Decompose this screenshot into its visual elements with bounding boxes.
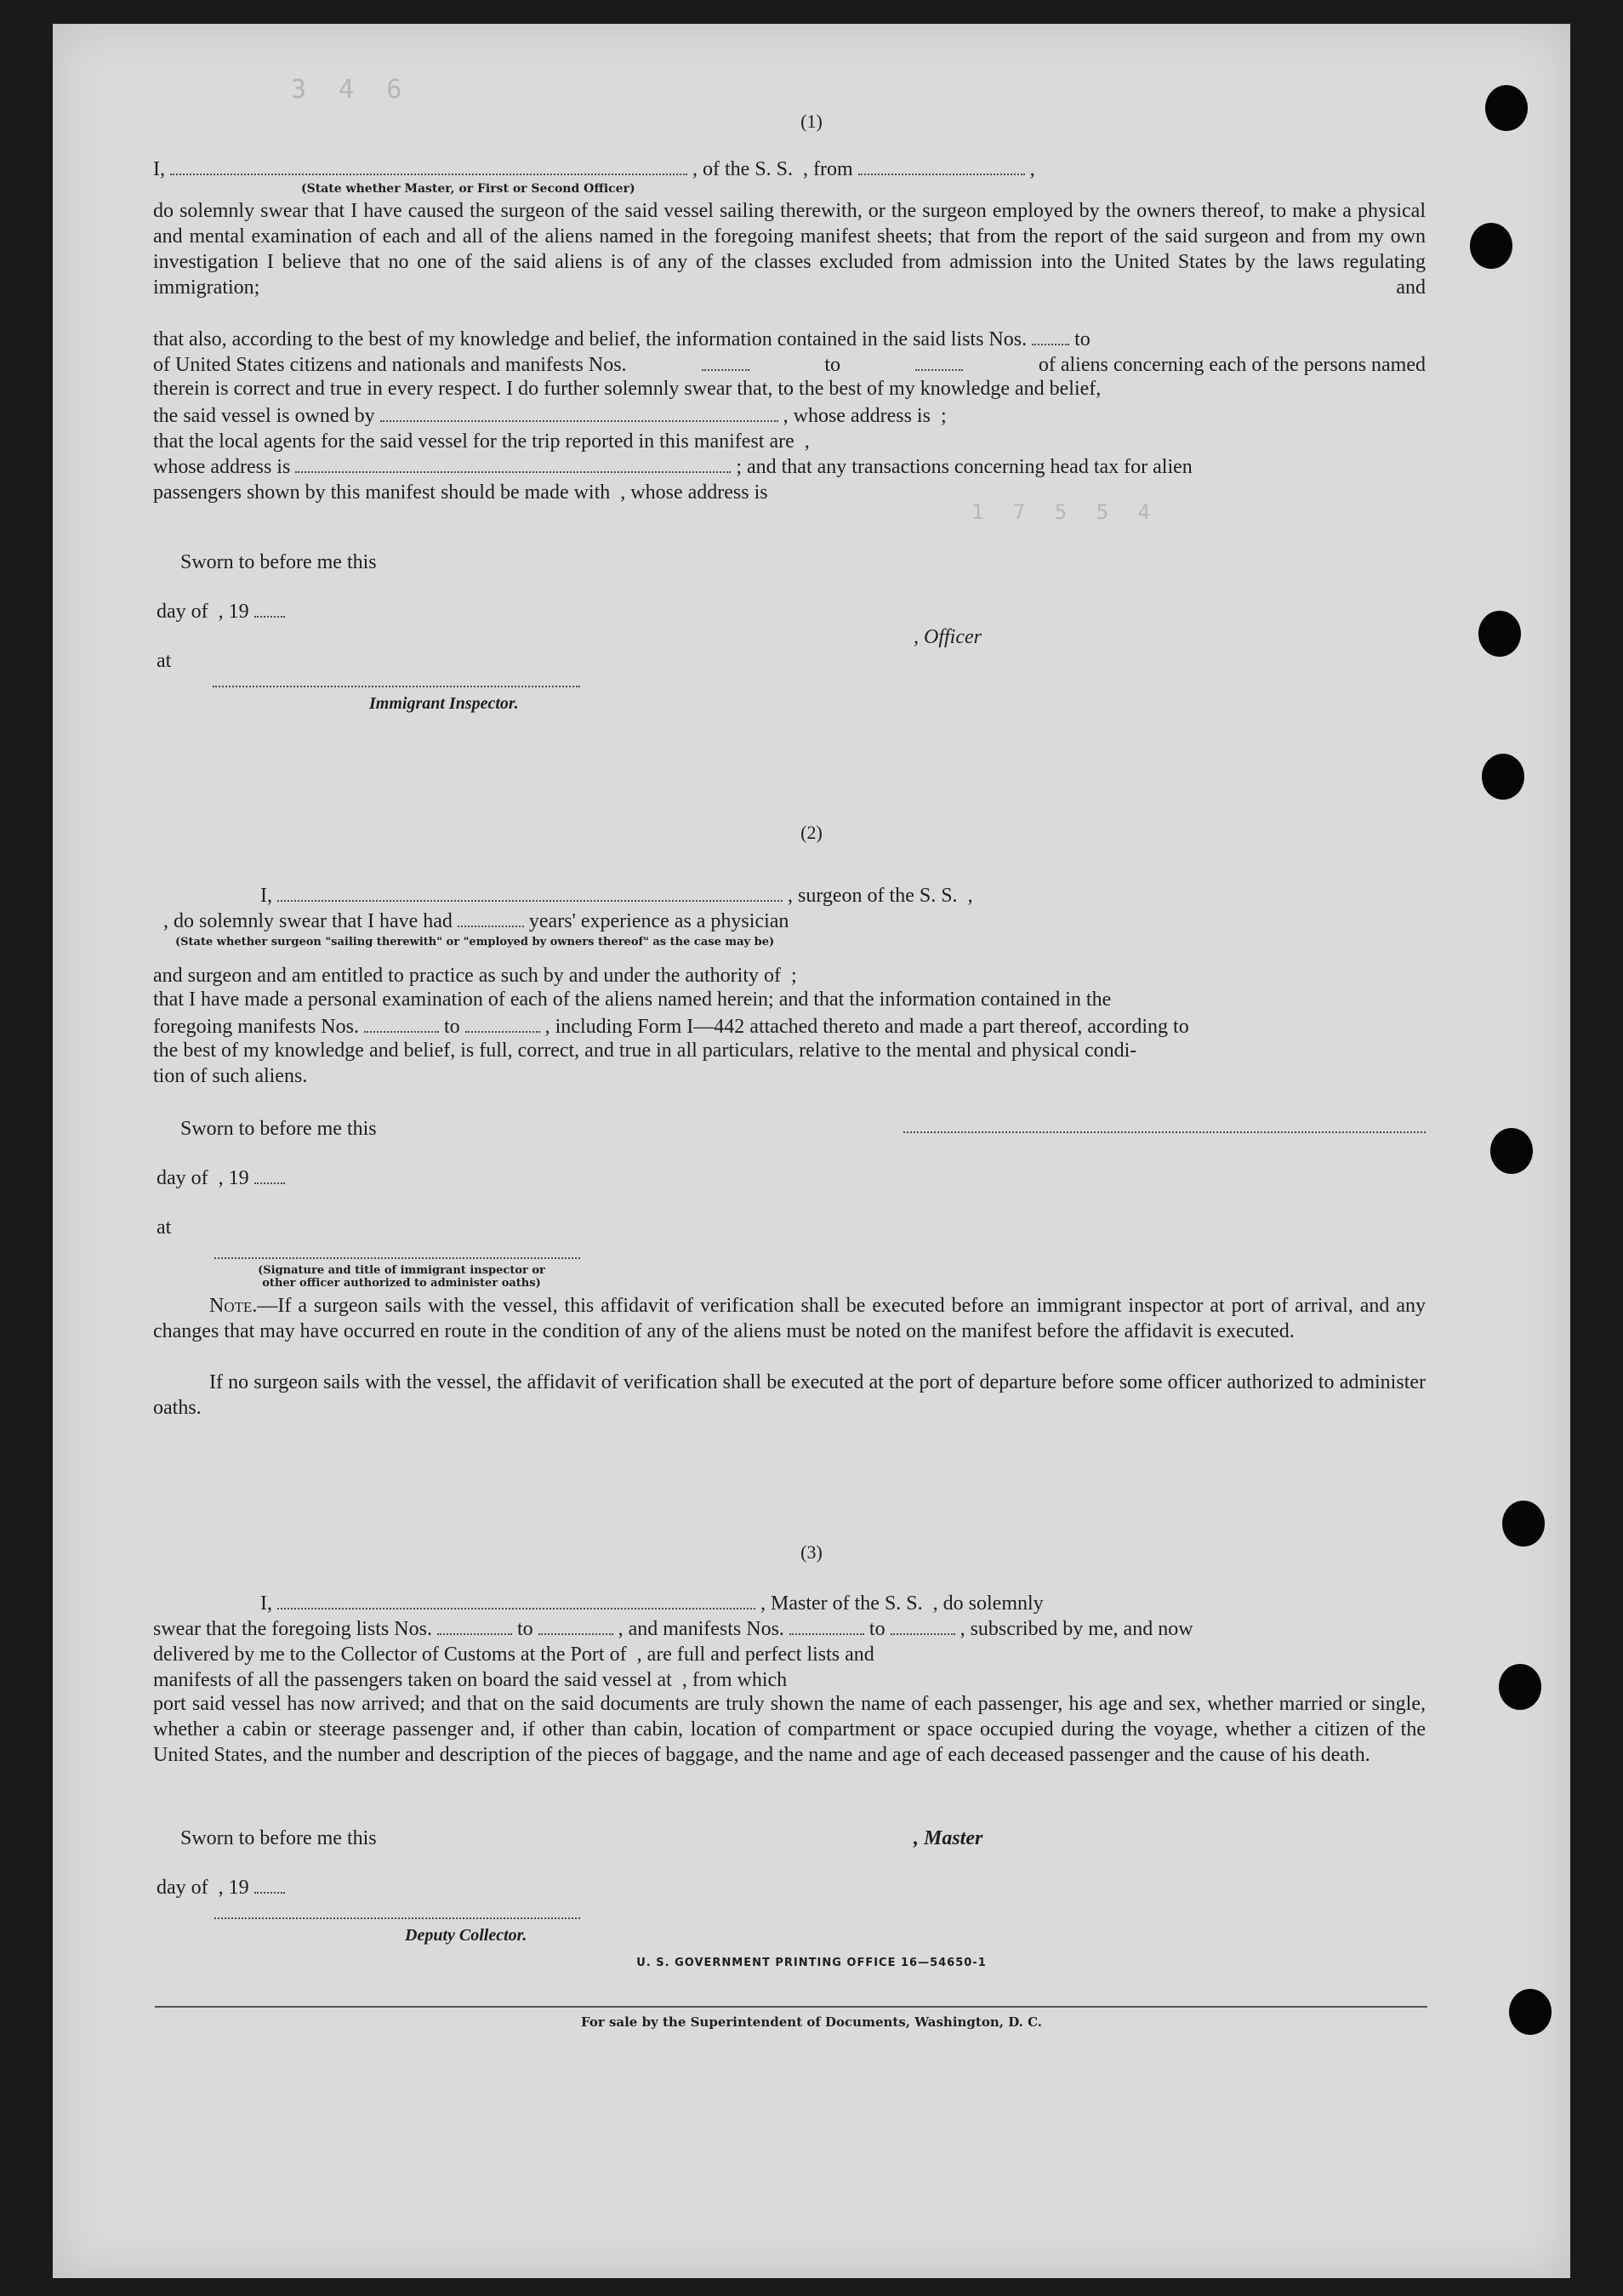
- year-field[interactable]: [254, 1873, 285, 1894]
- lists-to-field[interactable]: [538, 1615, 613, 1635]
- note-paragraph: Note.—If a surgeon sails with the vessel, this affidavit of verification shall be executed before an immigrant inspector at port of arrival, and any changes that may have occurred en route in the condition of any of the aliens must be noted on the manifest before the affidavit is executed.: [153, 1295, 1426, 1342]
- printer-imprint: U. S. GOVERNMENT PRINTING OFFICE 16—54650-1: [636, 1957, 987, 1969]
- master-line: I, , Master of the S. S. , do solemnly: [153, 1589, 1426, 1615]
- section-number: (1): [800, 111, 823, 132]
- year-field[interactable]: [254, 597, 285, 618]
- at-line: at: [157, 650, 172, 672]
- manifests-from-field[interactable]: [789, 1615, 864, 1635]
- manifests-to-field[interactable]: [465, 1012, 540, 1033]
- boarded-line: manifests of all the passengers taken on board the said vessel at , from which: [153, 1669, 788, 1691]
- oath-paragraph: do solemnly swear that I have caused the surgeon of the said vessel sailing therewith, or the surgeon employed by the owners thereof, to make a physical and mental examination of each and all of the aliens named in the foregoing manifest sheets; that from the report of the said surgeon and from my own investigation I believe that no one of the said aliens is of any of the classes excluded from admission into the United States by the laws regulating immigration; and: [153, 200, 1426, 299]
- master-name-field[interactable]: [277, 1589, 755, 1609]
- inspector-title: Immigrant Inspector.: [369, 694, 519, 713]
- surgeon-signature-field[interactable]: [903, 1131, 1426, 1133]
- manifests-from-field[interactable]: [364, 1012, 439, 1033]
- bleed-through-text: 1 7 5 5 4: [971, 500, 1159, 524]
- punch-hole: [1482, 754, 1524, 800]
- punch-hole: [1499, 1664, 1541, 1710]
- agents-line: that the local agents for the said vessel for the trip reported in this manifest are ,: [153, 430, 810, 453]
- port-line: delivered by me to the Collector of Customs at the Port of , are full and perfect lists and: [153, 1644, 874, 1666]
- owner-line: the said vessel is owned by , whose address is ;: [153, 402, 1426, 427]
- punch-hole: [1502, 1501, 1545, 1547]
- note-paragraph-2: If no surgeon sails with the vessel, the affidavit of verification shall be executed at the port of departure before some officer authorized to administer oaths.: [153, 1371, 1426, 1419]
- punch-hole: [1478, 611, 1521, 657]
- bleed-through-text: 3 4 6: [291, 75, 411, 105]
- manifests-line: foregoing manifests Nos. to , including Form I—442 attached thereto and made a part thereof, according to: [153, 1012, 1426, 1038]
- lists-line: swear that the foregoing lists Nos. to , and manifests Nos. to , subscribed by me, and now: [153, 1615, 1426, 1640]
- day-of-line: day of , 19: [157, 1873, 633, 1899]
- collector-title: Deputy Collector.: [405, 1926, 527, 1945]
- punch-hole: [1490, 1128, 1533, 1174]
- section-number: (3): [800, 1541, 823, 1563]
- surgeon-name-field[interactable]: [277, 881, 783, 902]
- at-line: at: [157, 1216, 172, 1239]
- inspector-signature-field[interactable]: [213, 686, 580, 687]
- sale-notice: For sale by the Superintendent of Documents, Washington, D. C.: [580, 2014, 1043, 2030]
- officer-signature-line: , Officer: [914, 626, 982, 648]
- master-signature-line: , Master: [914, 1827, 983, 1849]
- manifests-to-field[interactable]: [891, 1615, 955, 1635]
- lists-from-field[interactable]: [437, 1615, 512, 1635]
- manifests-to-field[interactable]: [915, 350, 963, 371]
- surgeon-note: (State whether surgeon "sailing therewith" or "employed by owners thereof" as the case may be): [175, 936, 775, 949]
- year-field[interactable]: [254, 1164, 285, 1184]
- sworn-line: Sworn to before me this: [180, 551, 377, 573]
- agents-address-line: whose address is ; and that any transactions concerning head tax for alien: [153, 453, 1426, 478]
- signature-note: (Signature and title of immigrant inspector or other officer authorized to administer oaths): [258, 1264, 545, 1290]
- owner-field[interactable]: [380, 402, 778, 422]
- years-field[interactable]: [458, 907, 524, 927]
- passengers-paragraph: port said vessel has now arrived; and that on the said documents are truly shown the name of each passenger, his age and sex, whether married or single, whether a cabin or steerage passenger and, if other than cabin, location of compartment or space occupied during the voyage, whether a citizen of the United States, and the number and description of the pieces of baggage, and the name and age of each deceased passenger and the cause of his death.: [153, 1693, 1426, 1766]
- authority-line: and surgeon and am entitled to practice as such by and under the authority of ;: [153, 965, 797, 987]
- sworn-line: Sworn to before me this: [180, 1827, 377, 1849]
- experience-line: , do solemnly swear that I have had years' experience as a physician: [153, 907, 1426, 932]
- examination-line: that I have made a personal examination of each of the aliens named herein; and that the information contained in the: [153, 988, 1112, 1011]
- day-of-line: day of , 19: [157, 1164, 633, 1189]
- citizens-line: of United States citizens and nationals and manifests Nos. to of aliens concerning each of the persons named: [153, 350, 1426, 376]
- therein-line: therein is correct and true in every respect. I do further solemnly swear that, to the best of my knowledge and belief,: [153, 378, 1102, 400]
- head-tax-line: passengers shown by this manifest should be made with , whose address is: [153, 481, 768, 504]
- correctness-line: the best of my knowledge and belief, is full, correct, and true in all particulars, relative to the mental and physical condi-: [153, 1040, 1137, 1062]
- punch-hole: [1470, 223, 1512, 269]
- footer-rule: [155, 2006, 1427, 2008]
- agents-address-field[interactable]: [295, 453, 731, 473]
- inspector-signature-field[interactable]: [214, 1257, 580, 1259]
- officer-name-field[interactable]: [170, 155, 687, 175]
- surgeon-line: I, , surgeon of the S. S. ,: [153, 881, 1426, 907]
- collector-signature-field[interactable]: [214, 1917, 580, 1919]
- lists-line: that also, according to the best of my knowledge and belief, the information contained in the said lists Nos. to: [153, 325, 1426, 350]
- aliens-line: tion of such aliens.: [153, 1065, 308, 1087]
- officer-note: (State whether Master, or First or Second Officer): [301, 182, 635, 196]
- manifest-page: [53, 24, 1570, 2278]
- departure-port-field[interactable]: [858, 155, 1025, 175]
- day-of-line: day of , 19: [157, 597, 633, 623]
- manifests-from-field[interactable]: [702, 350, 749, 371]
- sworn-line: Sworn to before me this: [180, 1118, 377, 1140]
- lists-from-field[interactable]: [1032, 325, 1069, 345]
- section-number: (2): [800, 822, 823, 843]
- officer-line: I, , of the S. S. , from ,: [153, 155, 1426, 180]
